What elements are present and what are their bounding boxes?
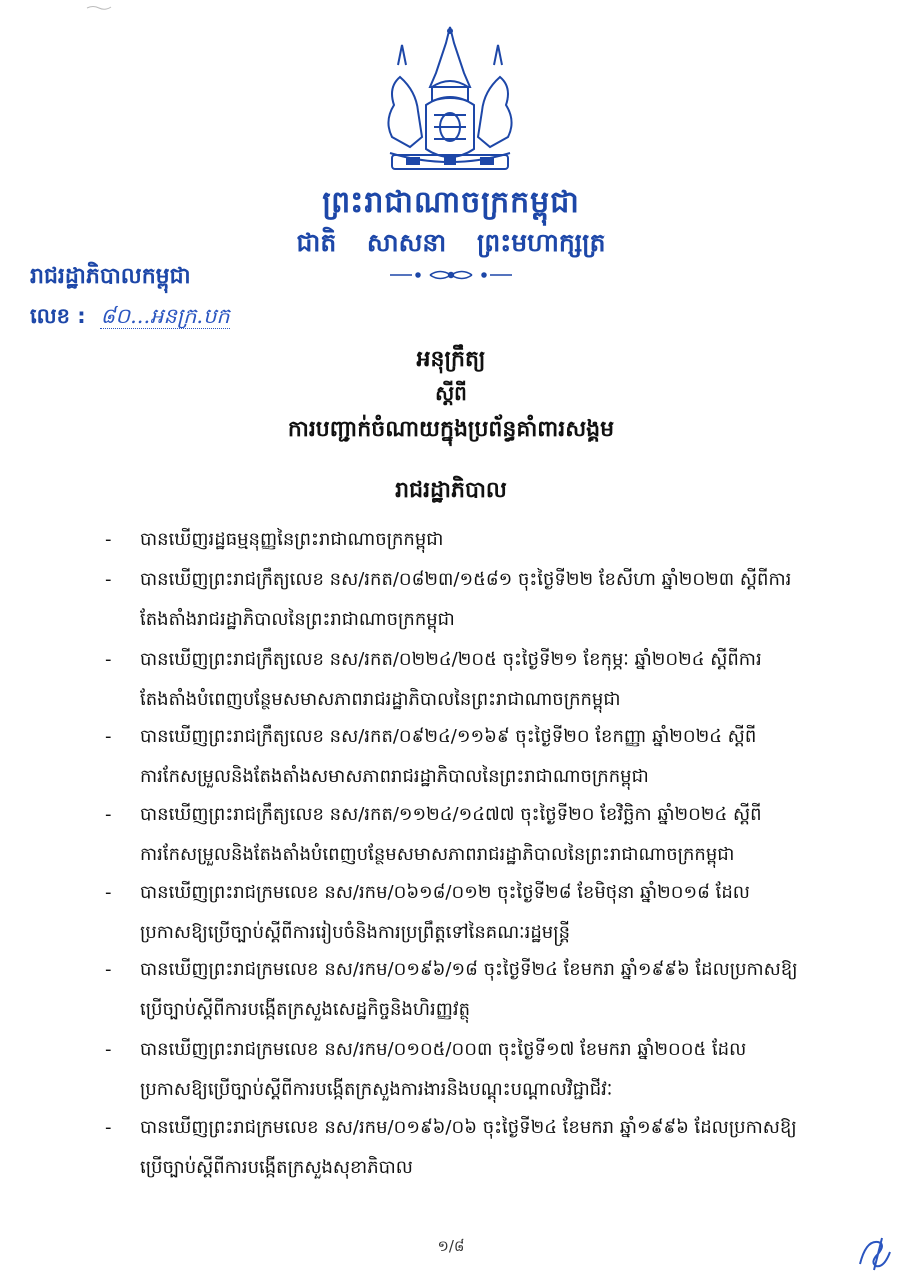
recital-text: បានឃើញព្រះរាជក្រមលេខ នស/រកម/០១៩៦/១៨ ចុះថ្ងៃទី២៤ ខែមករា ឆ្នាំ១៩៩៦ ដែលប្រកាសឱ្យប្រើច្បាប់ស្តីពីការបង្កើតក្រសួងសេដ្ឋកិច្ចនិងហិរញ្ញវត្ថុ [140,959,798,1020]
recital-item [105,873,805,953]
recital-item [105,640,805,720]
recital-text: បានឃើញព្រះរាជក្រឹត្យលេខ នស/រកត/០៨២៣/១៥៨១ ចុះថ្ងៃទី២២ ខែសីហា ឆ្នាំ២០២៣ ស្តីពីការតែងតាំងរាជរដ្ឋាភិបាលនៃព្រះរាជាណាចក្រកម្ពុជា [140,569,792,630]
issuer-heading: រាជរដ្ឋាភិបាល [395,478,507,503]
recital-dash: - [105,529,112,550]
government-name: រាជរដ្ឋាភិបាលកម្ពុជា [30,264,191,289]
recital-item [105,560,805,640]
kingdom-name-heading: ព្រះរាជាណាចក្រកម្ពុជា [322,185,580,220]
royal-coat-of-arms-emblem [370,25,530,175]
recital-text: បានឃើញព្រះរាជក្រឹត្យលេខ នស/រកត/០២២៤/២០៥ ចុះថ្ងៃទី២១ ខែកុម្ភៈ ឆ្នាំ២០២៤ ស្តីពីការតែងតាំងបំពេញបន្ថែមសមាសភាពរាជរដ្ឋាភិបាលនៃព្រះរាជាណាចក្រកម្ពុជា [140,649,762,710]
reference-number-line [30,303,230,334]
handwritten-initial-mark [852,1232,894,1272]
document-title: ការបញ្ជាក់ចំណាយក្នុងប្រព័ន្ធគាំពារសង្គម [287,417,615,442]
recital-dash: - [105,804,112,825]
recital-text: បានឃើញព្រះរាជក្រឹត្យលេខ នស/រកត/១១២៤/១៤៧៧ ចុះថ្ងៃទី២០ ខែវិច្ឆិកា ឆ្នាំ២០២៤ ស្តីពីការកែសម្រួលនិងតែងតាំងបំពេញបន្ថែមសមាសភាពរាជរដ្ឋាភិបាលនៃព្រះរាជាណាចក្រកម្ពុជា [140,804,762,865]
recital-item [105,950,805,1030]
recital-item [105,1030,805,1110]
recital-dash: - [105,1117,112,1138]
page-number: ១/៨ [437,1237,465,1255]
about-heading: ស្តីពី [435,381,467,405]
decorative-ornament-divider [388,268,514,282]
recital-dash: - [105,959,112,980]
recital-dash: - [105,649,112,670]
recital-text: បានឃើញព្រះរាជក្រមលេខ នស/រកម/០១០៥/០០៣ ចុះថ្ងៃទី១៧ ខែមករា ឆ្នាំ២០០៥ ដែលប្រកាសឱ្យប្រើច្បាប់ស្តីពីការបង្កើតក្រសួងការងារនិងបណ្តុះបណ្តាលវិជ្ជាជីវៈ [140,1039,747,1100]
recital-text: បានឃើញរដ្ឋធម្មនុញ្ញនៃព្រះរាជាណាចក្រកម្ពុជា [140,529,444,550]
national-motto: ជាតិ សាសនា ព្រះមហាក្សត្រ [296,228,606,257]
recital-dash: - [105,569,112,590]
document-type-heading: អនុក្រឹត្យ [416,347,486,372]
recital-dash: - [105,726,112,747]
recital-dash: - [105,882,112,903]
recital-item [105,1108,805,1188]
scan-corner-mark [86,4,112,12]
recital-text: បានឃើញព្រះរាជក្រឹត្យលេខ នស/រកត/០៩២៤/១១៦៩ ចុះថ្ងៃទី២០ ខែកញ្ញា ឆ្នាំ២០២៤ ស្តីពីការកែសម្រួលនិងតែងតាំងសមាសភាពរាជរដ្ឋាភិបាលនៃព្រះរាជាណាចក្រកម្ពុជា [140,726,757,787]
recital-item [105,520,805,560]
recital-text: បានឃើញព្រះរាជក្រមលេខ នស/រកម/០៦១៨/០១២ ចុះថ្ងៃទី២៨ ខែមិថុនា ឆ្នាំ២០១៨ ដែលប្រកាសឱ្យប្រើច្បាប់ស្តីពីការរៀបចំនិងការប្រព្រឹត្តទៅនៃគណៈរដ្ឋមន្ត្រី [140,882,750,943]
recital-text: បានឃើញព្រះរាជក្រមលេខ នស/រកម/០១៩៦/០៦ ចុះថ្ងៃទី២៤ ខែមករា ឆ្នាំ១៩៩៦ ដែលប្រកាសឱ្យប្រើច្បាប់ស្តីពីការបង្កើតក្រសួងសុខាភិបាល [140,1117,797,1178]
reference-number-value: ៨០...អនក្រ.បក [100,304,230,328]
recital-item [105,795,805,875]
reference-number-label: លេខ : [30,304,86,328]
recital-item [105,717,805,797]
recital-dash: - [105,1039,112,1060]
